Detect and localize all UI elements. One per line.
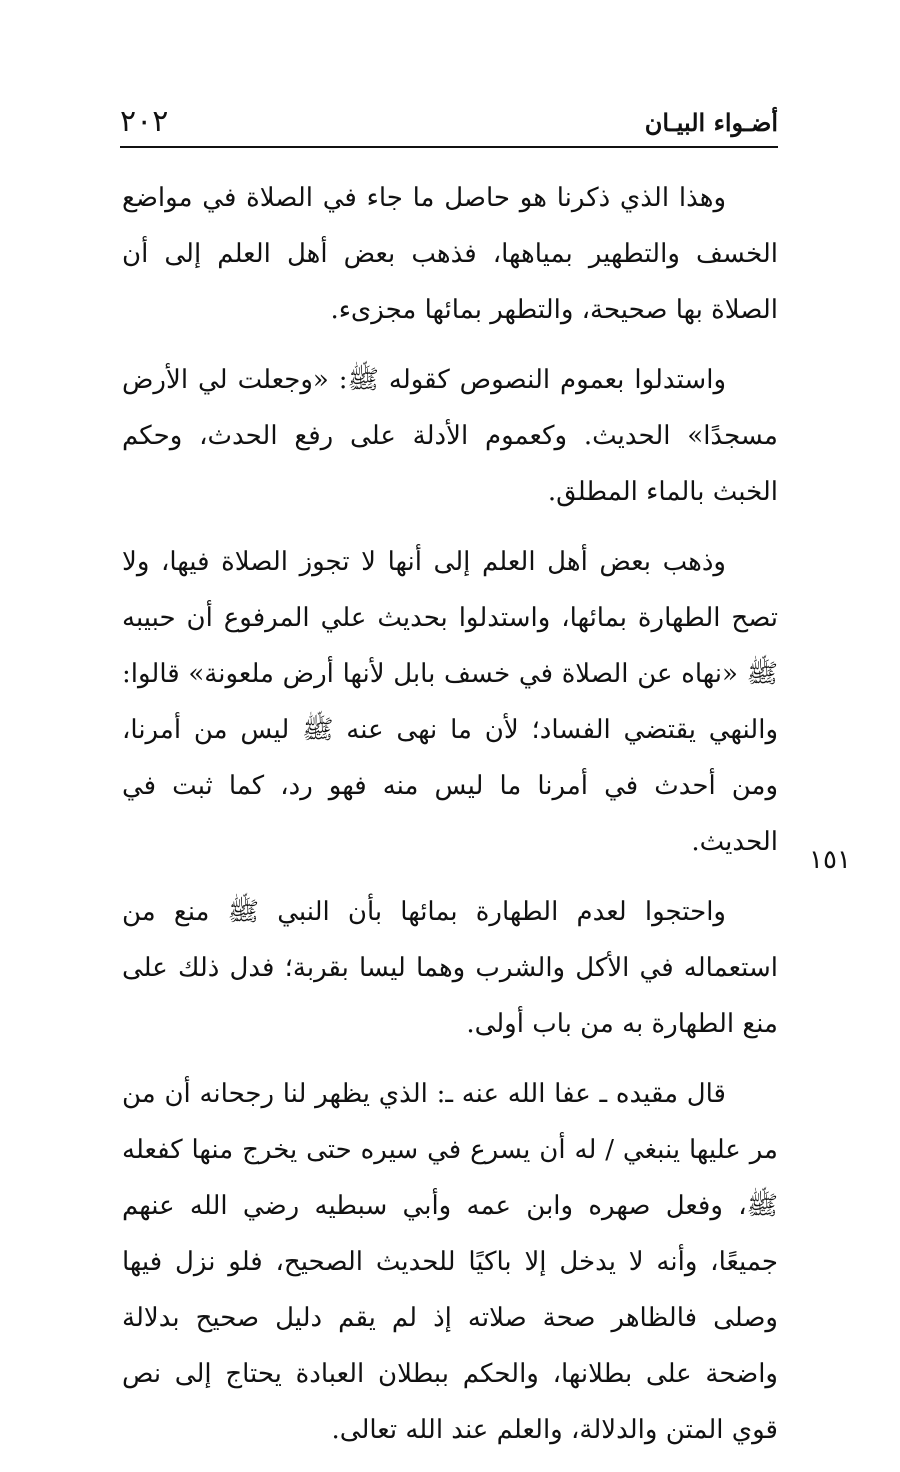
page-body xyxy=(122,170,778,1472)
paragraph-2: واستدلوا بعموم النصوص كقوله ﷺ: «وجعلت لي الأرض مسجدًا» الحديث. وكعموم الأدلة على رفع الحدث، وحكم الخبث بالماء المطلق. xyxy=(122,365,778,507)
book-title: أضـواء البيـان xyxy=(644,108,778,137)
page-number: ٢٠٢ xyxy=(120,104,169,139)
header-divider xyxy=(120,146,778,148)
page-header xyxy=(120,104,778,144)
paragraph-1: وهذا الذي ذكرنا هو حاصل ما جاء في الصلاة في مواضع الخسف والتطهير بمياهها، فذهب بعض أهل العلم إلى أن الصلاة بها صحيحة، والتطهر بمائها مجزىء. xyxy=(122,183,778,325)
paragraph-5: قال مقيده ـ عفا الله عنه ـ: الذي يظهر لنا رجحانه أن من مر عليها ينبغي / له أن يسرع في سيره حتى يخرج منها كفعله ﷺ، وفعل صهره وابن عمه وأبي سبطيه رضي الله عنهم جميعًا، وأنه لا يدخل إلا باكيًا للحديث الصحيح، فلو نزل فيها وصلى فالظاهر صحة صلاته إذ لم يقم دليل صحيح بدلالة واضحة على بطلانها، والحكم ببطلان العبادة يحتاج إلى نص قوي المتن والدلالة، والعلم عند الله تعالى. xyxy=(122,1079,778,1445)
margin-page-reference: ١٥١ xyxy=(809,845,851,875)
paragraph-3: وذهب بعض أهل العلم إلى أنها لا تجوز الصلاة فيها، ولا تصح الطهارة بمائها، واستدلوا بحديث علي المرفوع أن حبيبه ﷺ «نهاه عن الصلاة في خسف بابل لأنها أرض ملعونة» قالوا: والنهي يقتضي الفساد؛ لأن ما نهى عنه ﷺ ليس من أمرنا، ومن أحدث في أمرنا ما ليس منه فهو رد، كما ثبت في الحديث. xyxy=(122,547,778,857)
paragraph-4: واحتجوا لعدم الطهارة بمائها بأن النبي ﷺ منع من استعماله في الأكل والشرب وهما ليسا بقربة؛ فدل ذلك على منع الطهارة به من باب أولى. xyxy=(122,897,778,1039)
